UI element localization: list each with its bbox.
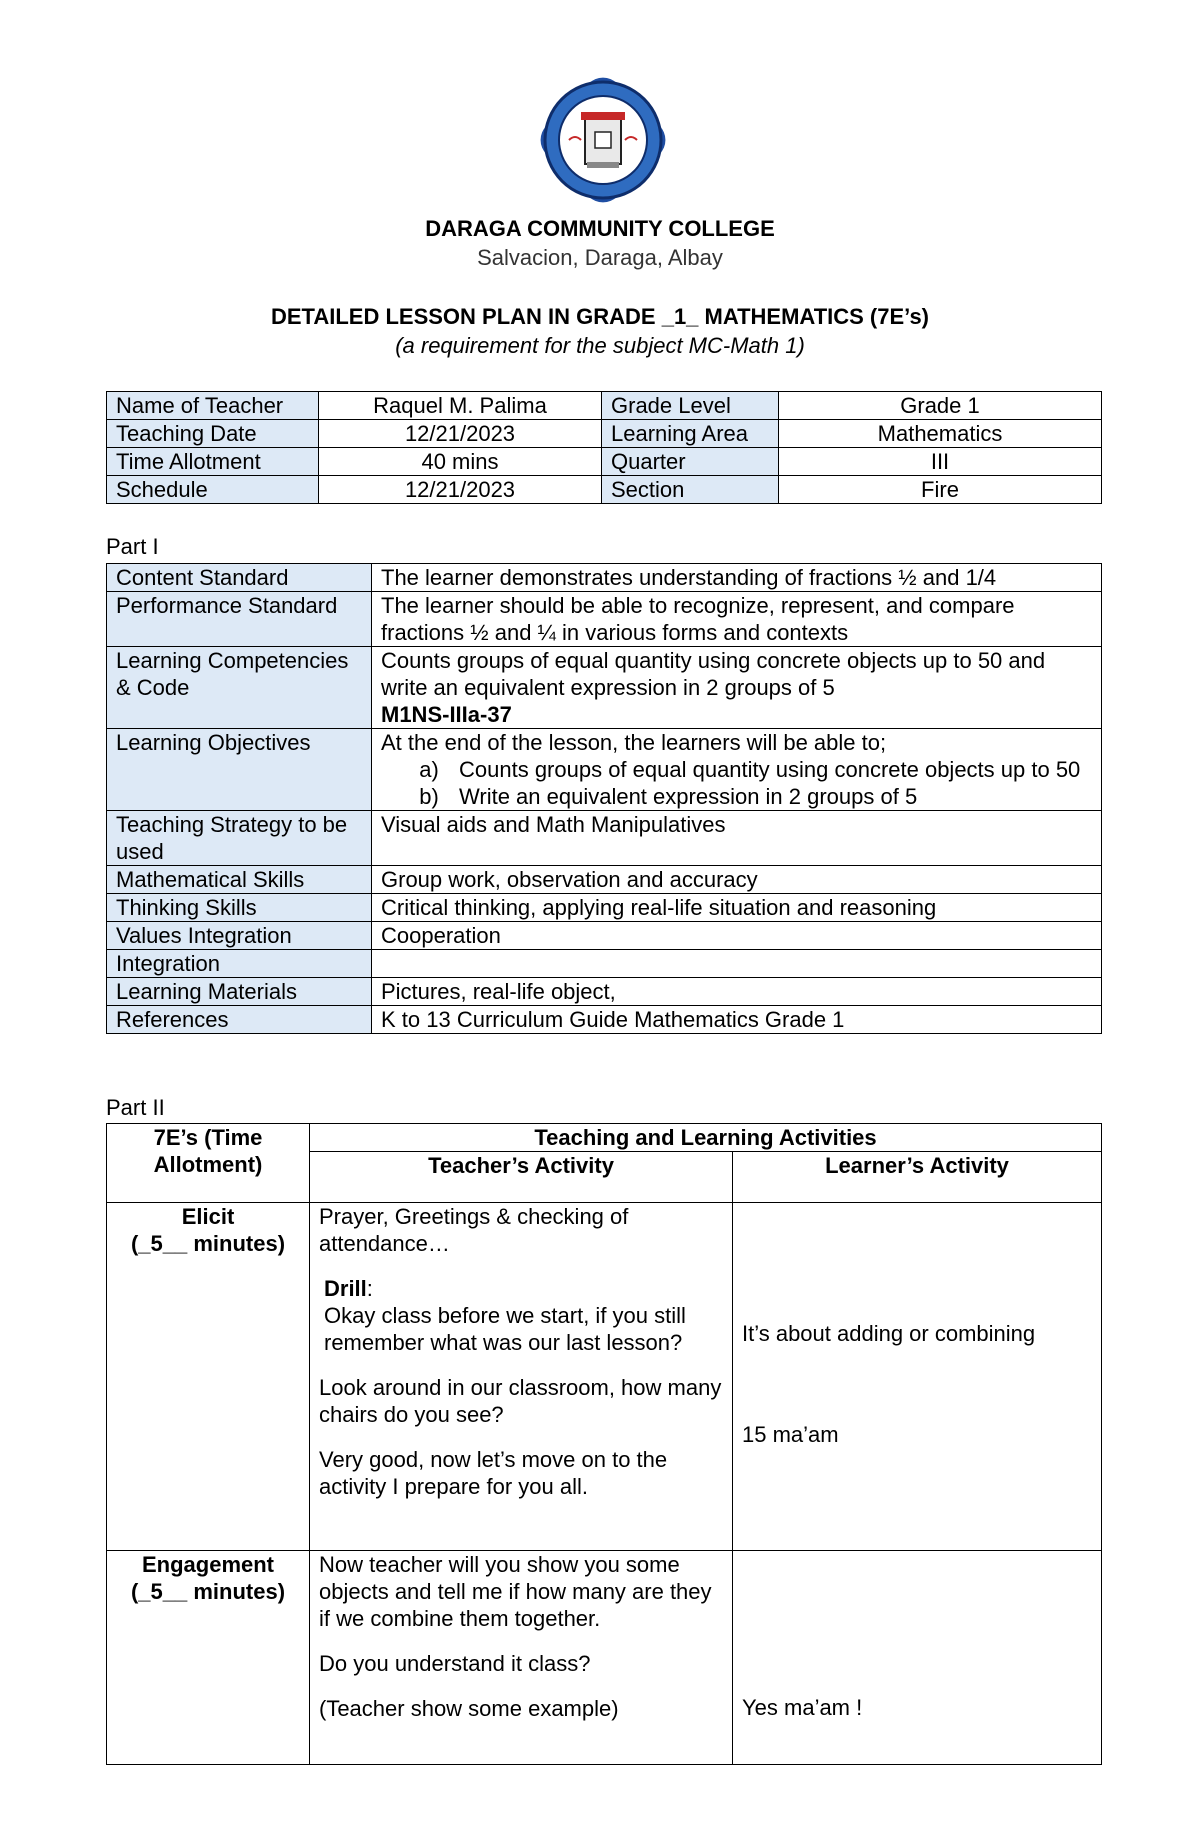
column-header-teacher: Teacher’s Activity — [310, 1152, 733, 1203]
table-row — [107, 476, 1102, 504]
list-item: b. Write an equivalent expression in 2 groups of 5 — [451, 783, 1092, 810]
info-label: Teaching Date — [107, 420, 319, 448]
row-label: Learning Competencies & Code — [107, 647, 372, 729]
table-row — [107, 1006, 1102, 1034]
row-label: Teaching Strategy to be used — [107, 811, 372, 866]
teacher-line: Do you understand it class? — [319, 1651, 591, 1676]
row-value: Visual aids and Math Manipulatives — [372, 811, 1102, 866]
learner-activity-cell — [733, 1551, 1102, 1765]
table-row — [107, 420, 1102, 448]
drill-label: Drill — [324, 1276, 367, 1301]
teacher-line: Okay class before we start, if you still remember what was our last lesson? — [324, 1303, 686, 1355]
column-header-learner: Learner’s Activity — [733, 1152, 1102, 1203]
phase-name: Engagement — [141, 1552, 275, 1577]
row-label: Thinking Skills — [107, 894, 372, 922]
teacher-line: (Teacher show some example) — [319, 1696, 619, 1721]
info-value: 12/21/2023 — [319, 420, 602, 448]
row-label: Learning Materials — [107, 978, 372, 1006]
competency-text: Counts groups of equal quantity using concrete objects up to 50 and write an equivalent expression in 2 groups of 5 — [381, 648, 1046, 700]
phase-name: Elicit — [181, 1204, 235, 1229]
college-name: DARAGA COMMUNITY COLLEGE — [425, 216, 775, 241]
row-value: K to 13 Curriculum Guide Mathematics Grade 1 — [372, 1006, 1102, 1034]
part-two-label: Part II — [106, 1095, 165, 1120]
row-value: Critical thinking, applying real-life situation and reasoning — [372, 894, 1102, 922]
row-value — [372, 729, 1102, 811]
drill-heading — [319, 1275, 723, 1302]
info-value: III — [779, 448, 1102, 476]
table-row — [107, 729, 1102, 811]
phase-cell — [107, 1203, 310, 1551]
table-row — [107, 592, 1102, 647]
phase-time: (_5__ minutes) — [130, 1231, 286, 1256]
plan-subtitle: (a requirement for the subject MC-Math 1) — [395, 333, 805, 358]
table-row — [107, 564, 1102, 592]
phase-time: (_5__ minutes) — [130, 1579, 286, 1604]
info-label: Learning Area — [602, 420, 779, 448]
info-value: Raquel M. Palima — [319, 392, 602, 420]
college-address: Salvacion, Daraga, Albay — [477, 245, 723, 270]
info-label: Grade Level — [602, 392, 779, 420]
row-value — [372, 647, 1102, 729]
info-label: Time Allotment — [107, 448, 319, 476]
teacher-line: Prayer, Greetings & checking of attendance… — [319, 1204, 629, 1256]
row-label: References — [107, 1006, 372, 1034]
table-row — [107, 950, 1102, 978]
table-row — [107, 811, 1102, 866]
row-label: Values Integration — [107, 922, 372, 950]
info-label: Name of Teacher — [107, 392, 319, 420]
learner-line: 15 ma’am — [742, 1422, 839, 1447]
table-row — [107, 1551, 1102, 1765]
objectives-list — [381, 756, 1092, 810]
part-two-table — [106, 1123, 1102, 1765]
row-value: Cooperation — [372, 922, 1102, 950]
teacher-info-table — [106, 391, 1102, 504]
row-label: Learning Objectives — [107, 729, 372, 811]
part-one-label: Part I — [106, 534, 159, 559]
objectives-intro: At the end of the lesson, the learners will be able to; — [381, 730, 887, 755]
table-row — [107, 1203, 1102, 1551]
table-row — [107, 448, 1102, 476]
row-label: Performance Standard — [107, 592, 372, 647]
table-row — [107, 392, 1102, 420]
row-value: Group work, observation and accuracy — [372, 866, 1102, 894]
row-value: The learner demonstrates understanding of fractions ½ and 1/4 — [372, 564, 1102, 592]
table-row — [107, 866, 1102, 894]
table-row — [107, 647, 1102, 729]
teacher-line: Now teacher will you show you some objects and tell me if how many are they if we combine them together. — [319, 1552, 712, 1631]
teacher-line: Very good, now let’s move on to the activity I prepare for you all. — [319, 1447, 668, 1499]
drill-colon: : — [366, 1276, 373, 1301]
info-value: Fire — [779, 476, 1102, 504]
phase-cell — [107, 1551, 310, 1765]
teacher-activity-cell — [310, 1203, 733, 1551]
info-value: Mathematics — [779, 420, 1102, 448]
learner-line: It’s about adding or combining — [742, 1321, 1036, 1346]
info-value: 40 mins — [319, 448, 602, 476]
table-row — [107, 978, 1102, 1006]
row-label: Mathematical Skills — [107, 866, 372, 894]
row-label: Integration — [107, 950, 372, 978]
column-header-activities: Teaching and Learning Activities — [310, 1124, 1102, 1152]
part-one-table — [106, 563, 1102, 1034]
row-value: Pictures, real-life object, — [372, 978, 1102, 1006]
info-value: Grade 1 — [779, 392, 1102, 420]
row-label: Content Standard — [107, 564, 372, 592]
info-value: 12/21/2023 — [319, 476, 602, 504]
teacher-activity-cell — [310, 1551, 733, 1765]
row-value — [372, 950, 1102, 978]
info-label: Section — [602, 476, 779, 504]
college-seal-logo — [529, 66, 677, 214]
plan-title: DETAILED LESSON PLAN IN GRADE _1_ MATHEMATICS (7E’s) — [270, 304, 930, 329]
teacher-line: Look around in our classroom, how many chairs do you see? — [319, 1375, 722, 1427]
table-row — [107, 894, 1102, 922]
info-label: Schedule — [107, 476, 319, 504]
learner-line: Yes ma’am ! — [742, 1695, 863, 1720]
row-value: The learner should be able to recognize, represent, and compare fractions ½ and ¼ in various forms and contexts — [372, 592, 1102, 647]
column-header-phase: 7E’s (Time Allotment) — [107, 1124, 310, 1203]
competency-code: M1NS-IIIa-37 — [381, 702, 512, 727]
info-label: Quarter — [602, 448, 779, 476]
learner-activity-cell — [733, 1203, 1102, 1551]
table-row — [107, 922, 1102, 950]
table-header-row — [107, 1124, 1102, 1152]
list-item: a. Counts groups of equal quantity using concrete objects up to 50 — [451, 756, 1092, 783]
